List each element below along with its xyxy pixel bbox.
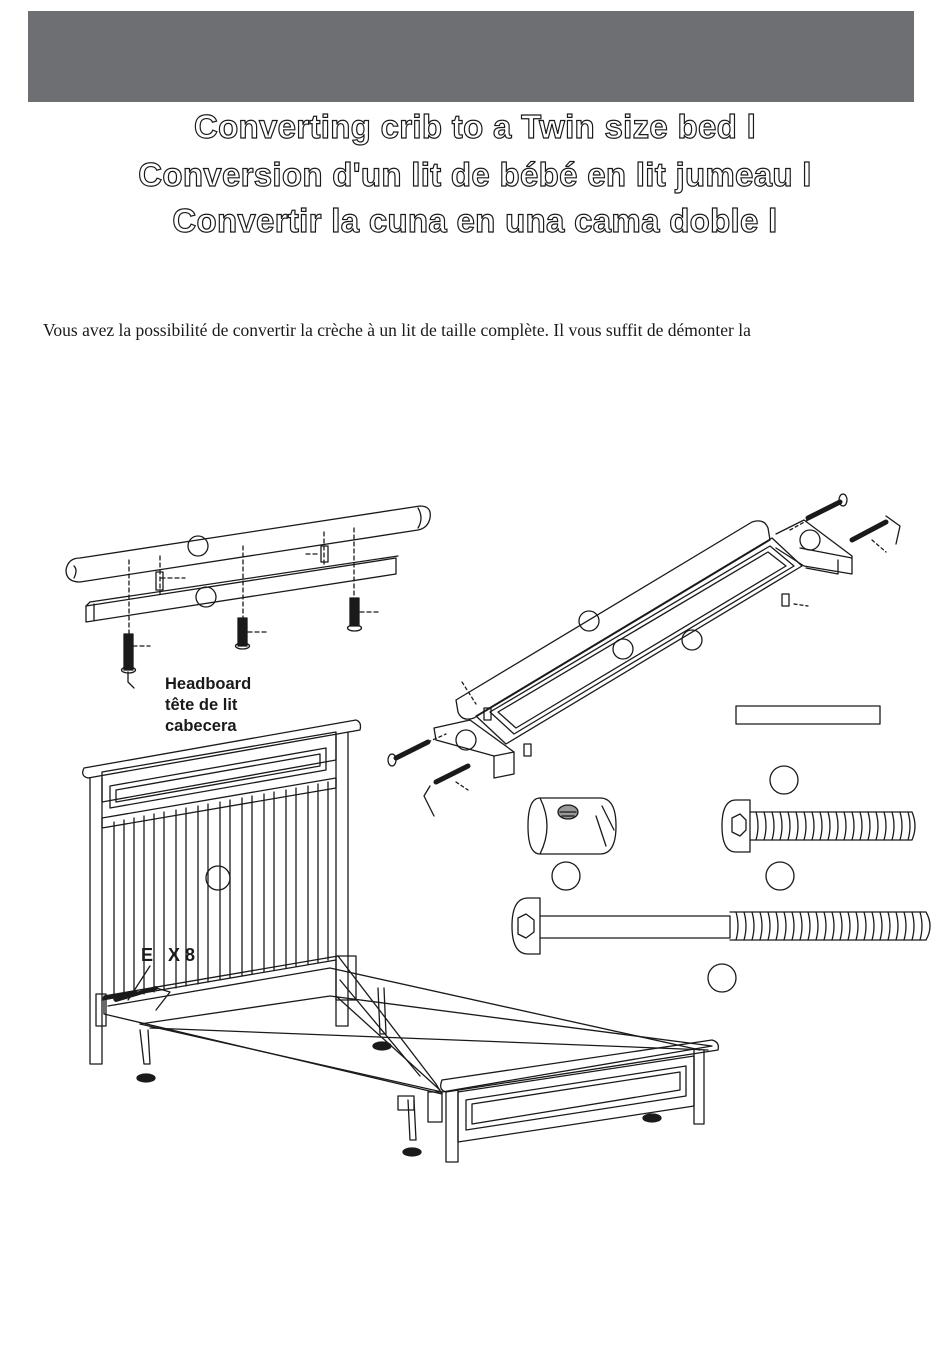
circle-marker-icon bbox=[206, 866, 230, 890]
bolt-icon bbox=[122, 634, 136, 688]
allen-wrench-icon bbox=[424, 766, 468, 816]
circle-marker-icon bbox=[613, 639, 633, 659]
circle-marker-icon bbox=[766, 862, 794, 890]
headboard-label-es: cabecera bbox=[165, 717, 237, 735]
circle-marker-icon bbox=[456, 730, 476, 750]
title-english: Converting crib to a Twin size bed l bbox=[193, 108, 757, 145]
hardware-part-letter: E bbox=[141, 945, 154, 965]
circle-marker-icon bbox=[770, 766, 798, 794]
circle-marker-icon bbox=[682, 630, 702, 650]
circle-marker-icon bbox=[708, 964, 736, 992]
headboard-label-fr: tête de lit bbox=[165, 696, 238, 714]
title-spanish: Convertir la cuna en una cama doble l bbox=[172, 202, 778, 239]
bolt-icon bbox=[790, 494, 847, 530]
alignment-lines bbox=[129, 528, 380, 646]
barrel-nut-icon bbox=[528, 798, 616, 854]
bolt-icon bbox=[236, 618, 250, 649]
side-rails-assembled bbox=[104, 956, 712, 1094]
top-rail-exploded bbox=[66, 506, 430, 582]
footboard-assembled bbox=[441, 1040, 719, 1162]
headboard-label-en: Headboard bbox=[165, 675, 252, 693]
intro-paragraph: Vous avez la possibilité de convertir la crèche à un lit de taille complète. Il vous suffit de démonter la bbox=[43, 320, 751, 340]
bolt-icon bbox=[388, 734, 446, 766]
bolt-icon bbox=[348, 598, 362, 631]
bolt-icon bbox=[722, 800, 915, 852]
title-french: Conversion d'un lit de bébé en lit jumeau l bbox=[138, 156, 812, 193]
circle-marker-icon bbox=[800, 530, 820, 550]
cam-dowel-icon bbox=[484, 594, 808, 756]
circle-marker-icon bbox=[188, 536, 208, 556]
allen-wrench-icon bbox=[852, 516, 900, 552]
dowel-rod-icon bbox=[736, 706, 880, 724]
footboard-panel-exploded bbox=[434, 520, 852, 778]
hardware-quantity: X 8 bbox=[168, 945, 196, 965]
circle-marker-icon bbox=[552, 862, 580, 890]
bolt-icon bbox=[512, 898, 930, 954]
circle-marker-icon bbox=[579, 611, 599, 631]
